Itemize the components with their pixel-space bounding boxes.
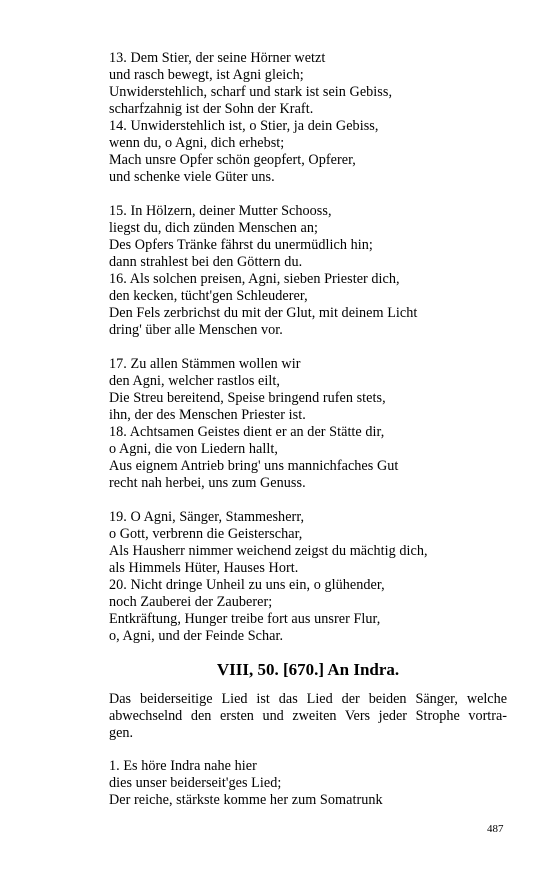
verse-line: Die Streu bereitend, Speise bringend rufen stets,	[109, 390, 386, 406]
verse-line: dring' über alle Menschen vor.	[109, 322, 283, 338]
verse-line: ihn, der des Menschen Priester ist.	[109, 407, 306, 423]
verse-line: 15. In Hölzern, deiner Mutter Schooss,	[109, 203, 332, 219]
verse-line: scharfzahnig ist der Sohn der Kraft.	[109, 101, 314, 117]
verse-line: 18. Achtsamen Geistes dient er an der Stätte dir,	[109, 424, 385, 440]
verse-line: Den Fels zerbrichst du mit der Glut, mit deinem Licht	[109, 305, 418, 321]
verse-line: Als Hausherr nimmer weichend zeigst du mächtig dich,	[109, 543, 428, 559]
verse-line: Aus eignem Antrieb bring' uns mannichfaches Gut	[109, 458, 399, 474]
verse-line: 19. O Agni, Sänger, Stammesherr,	[109, 509, 305, 525]
verse-line: dies unser beiderseit'ges Lied;	[109, 775, 282, 791]
verse-line: liegst du, dich zünden Menschen an;	[109, 220, 318, 236]
stanza-block	[109, 509, 507, 645]
verse-line: Unwiderstehlich, scharf und stark ist sein Gebiss,	[109, 84, 393, 100]
intro-line: Das beiderseitige Lied ist das Lied der beiden Sänger, welche	[109, 691, 507, 707]
intro-line: abwechselnd den ersten und zweiten Vers jeder Strophe vortra-	[109, 708, 507, 724]
verse-line: Entkräftung, Hunger treibe fort aus unsrer Flur,	[109, 611, 381, 627]
verse-line: 14. Unwiderstehlich ist, o Stier, ja dein Gebiss,	[109, 118, 379, 134]
verse-line: Der reiche, stärkste komme her zum Somatrunk	[109, 792, 383, 808]
verse-line: recht nah herbei, uns zum Genuss.	[109, 475, 306, 491]
verse-line: und schenke viele Güter uns.	[109, 169, 275, 185]
verse-line: Des Opfers Tränke fährst du unermüdlich hin;	[109, 237, 373, 253]
verse-line: als Himmels Hüter, Hauses Hort.	[109, 560, 299, 576]
page-number: 487	[487, 823, 504, 835]
verse-line: 13. Dem Stier, der seine Hörner wetzt	[109, 50, 326, 66]
page-content	[109, 50, 507, 808]
intro-line: gen.	[109, 725, 134, 741]
stanza-spacer	[109, 492, 507, 509]
stanza-block	[109, 758, 507, 809]
section-heading: VIII, 50. [670.] An Indra.	[216, 660, 400, 679]
verse-line: 16. Als solchen preisen, Agni, sieben Priester dich,	[109, 271, 400, 287]
verse-line: noch Zauberei der Zauberer;	[109, 594, 273, 610]
verse-line: 20. Nicht dringe Unheil zu uns ein, o glühender,	[109, 577, 385, 593]
stanza-spacer	[109, 339, 507, 356]
verse-line: o Agni, die von Liedern hallt,	[109, 441, 278, 457]
verse-line: 1. Es höre Indra nahe hier	[109, 758, 257, 774]
verse-line: wenn du, o Agni, dich erhebst;	[109, 135, 285, 151]
stanza-spacer	[109, 186, 507, 203]
verse-line: dann strahlest bei den Göttern du.	[109, 254, 303, 270]
verse-line: o, Agni, und der Feinde Schar.	[109, 628, 284, 644]
verse-line: o Gott, verbrenn die Geisterschar,	[109, 526, 303, 542]
stanza-block	[109, 50, 507, 186]
verse-line: Mach unsre Opfer schön geopfert, Opferer,	[109, 152, 356, 168]
verse-line: und rasch bewegt, ist Agni gleich;	[109, 67, 304, 83]
verse-line: den kecken, tücht'gen Schleuderer,	[109, 288, 308, 304]
section-intro	[109, 691, 507, 742]
verse-line: 17. Zu allen Stämmen wollen wir	[109, 356, 301, 372]
stanza-block	[109, 356, 507, 492]
stanza-block	[109, 203, 507, 339]
verse-line: den Agni, welcher rastlos eilt,	[109, 373, 280, 389]
